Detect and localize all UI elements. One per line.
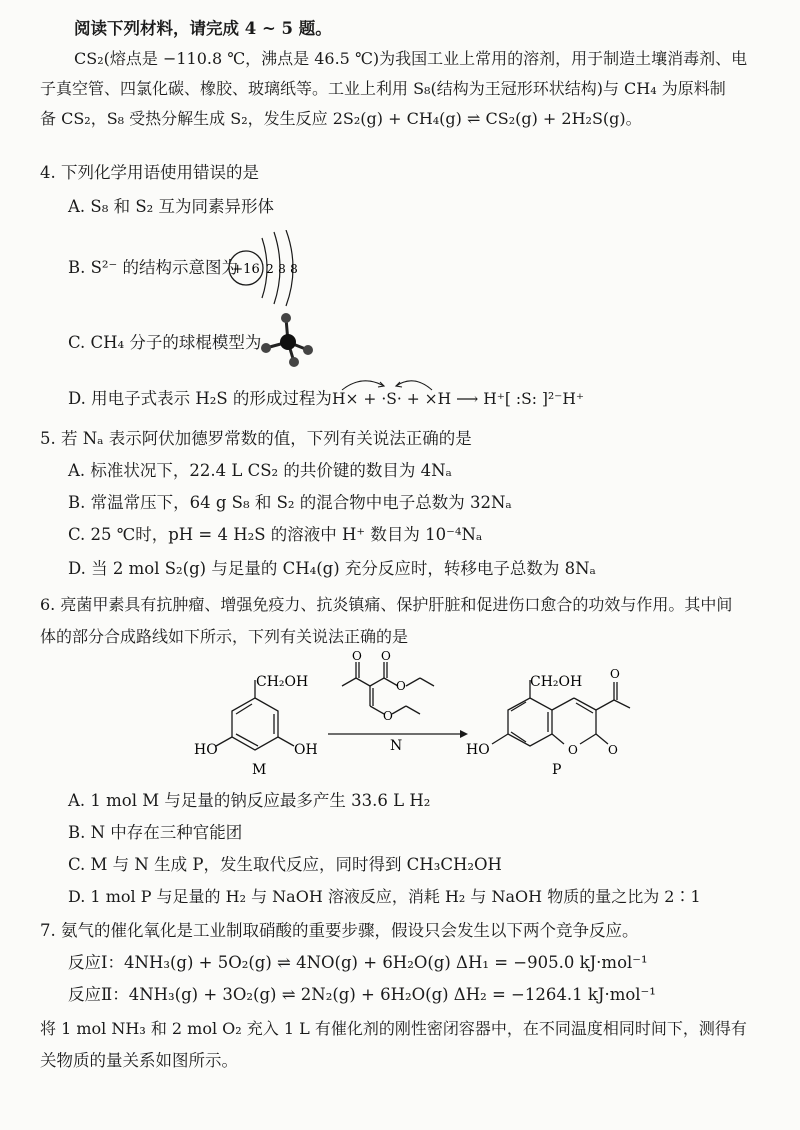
compound-m-label: M: [252, 762, 267, 778]
svg-text:O: O: [568, 743, 578, 757]
compound-n-label: N: [390, 738, 403, 754]
q5-option-c: C. 25 ℃时，pH = 4 H₂S 的溶液中 H⁺ 数目为 10⁻⁴Nₐ: [68, 525, 483, 544]
svg-text:O: O: [610, 667, 620, 681]
q7-reaction-2: 反应Ⅱ：4NH₃(g) + 3O₂(g) ⇌ 2N₂(g) + 6H₂O(g) ΔH₂ = −1264.1 kJ·mol⁻¹: [68, 985, 656, 1004]
q6-stem-line-2: 体的部分合成路线如下所示，下列有关说法正确的是: [40, 627, 409, 646]
q5-option-a: A. 标准状况下，22.4 L CS₂ 的共价键的数目为 4Nₐ: [68, 461, 452, 480]
shell-1-electrons: 2: [266, 262, 274, 276]
compound-m: [216, 680, 294, 750]
shell-3-electrons: 8: [290, 262, 298, 276]
q5-option-d: D. 当 2 mol S₂(g) 与足量的 CH₄(g) 充分反应时，转移电子总数为 8Nₐ: [68, 559, 596, 578]
synthesis-route-scheme: [190, 650, 660, 780]
methane-ball-stick-model: [258, 310, 318, 370]
material-line-1: CS₂(熔点是 −110.8 ℃，沸点是 46.5 ℃)为我国工业上常用的溶剂，用于制造土壤消毒剂、电: [74, 49, 748, 68]
q7-line-3: 将 1 mol NH₃ 和 2 mol O₂ 充入 1 L 有催化剂的刚性密闭容器中，在不同温度相同时间下，测得有: [40, 1019, 747, 1038]
q4-option-b: B. S²⁻ 的结构示意图为: [68, 258, 238, 277]
svg-text:O: O: [381, 650, 391, 663]
q6-option-a: A. 1 mol M 与足量的钠反应最多产生 33.6 L H₂: [68, 791, 431, 810]
sulfide-ion-structure-diagram: [226, 230, 306, 308]
q4-option-d: D. 用电子式表示 H₂S 的形成过程为: [68, 389, 332, 408]
q7-reaction-1: 反应Ⅰ：4NH₃(g) + 5O₂(g) ⇌ 4NO(g) + 6H₂O(g) ΔH₁ = −905.0 kJ·mol⁻¹: [68, 953, 648, 972]
svg-text:O: O: [383, 709, 393, 723]
q6-option-b: B. N 中存在三种官能团: [68, 823, 243, 842]
compound-p-label: P: [552, 762, 562, 778]
q6-option-d: D. 1 mol P 与足量的 H₂ 与 NaOH 溶液反应，消耗 H₂ 与 NaOH 物质的量之比为 2∶1: [68, 887, 701, 906]
material-line-2: 子真空管、四氯化碳、橡胶、玻璃纸等。工业上利用 S₈(结构为王冠形环状结构)与 CH₄ 为原料制: [40, 79, 726, 98]
shell-2-electrons: 8: [278, 262, 286, 276]
nucleus-charge: +16: [232, 262, 260, 277]
material-line-3: 备 CS₂，S₈ 受热分解生成 S₂，发生反应 2S₂(g) + CH₄(g) ⇌ CS₂(g) + 2H₂S(g)。: [40, 109, 642, 128]
svg-text:CH₂OH: CH₂OH: [530, 674, 583, 690]
svg-text:O: O: [352, 650, 362, 663]
q5-option-b: B. 常温常压下，64 g S₈ 和 S₂ 的混合物中电子总数为 32Nₐ: [68, 493, 512, 512]
q4-option-a: A. S₈ 和 S₂ 互为同素异形体: [68, 197, 274, 216]
m-oh-group: OH: [294, 742, 318, 758]
compound-n: [342, 662, 434, 714]
q6-stem-line-1: 6. 亮菌甲素具有抗肿瘤、增强免疫力、抗炎镇痛、保护肝脏和促进伤口愈合的功效与作用。其中间: [40, 595, 733, 614]
svg-text:O: O: [396, 679, 406, 693]
q7-line-4: 关物质的量关系如图所示。: [40, 1051, 238, 1070]
m-ho-group: HO: [194, 742, 218, 758]
reading-instruction: 阅读下列材料，请完成 4 ~ 5 题。: [74, 19, 332, 38]
m-ch2oh-group: CH₂OH: [256, 674, 309, 690]
q5-stem: 5. 若 Nₐ 表示阿伏加德罗常数的值，下列有关说法正确的是: [40, 429, 472, 448]
svg-text:O: O: [608, 743, 618, 757]
h2s-electron-formula: H× + ·S· + ×H ⟶ H⁺[ :S: ]²⁻H⁺: [332, 390, 585, 408]
q6-option-c: C. M 与 N 生成 P，发生取代反应，同时得到 CH₃CH₂OH: [68, 855, 502, 874]
svg-text:HO: HO: [466, 742, 490, 758]
q4-option-c: C. CH₄ 分子的球棍模型为: [68, 333, 262, 352]
q4-stem: 4. 下列化学用语使用错误的是: [40, 163, 259, 182]
q7-stem: 7. 氨气的催化氧化是工业制取硝酸的重要步骤，假设只会发生以下两个竞争反应。: [40, 921, 639, 940]
